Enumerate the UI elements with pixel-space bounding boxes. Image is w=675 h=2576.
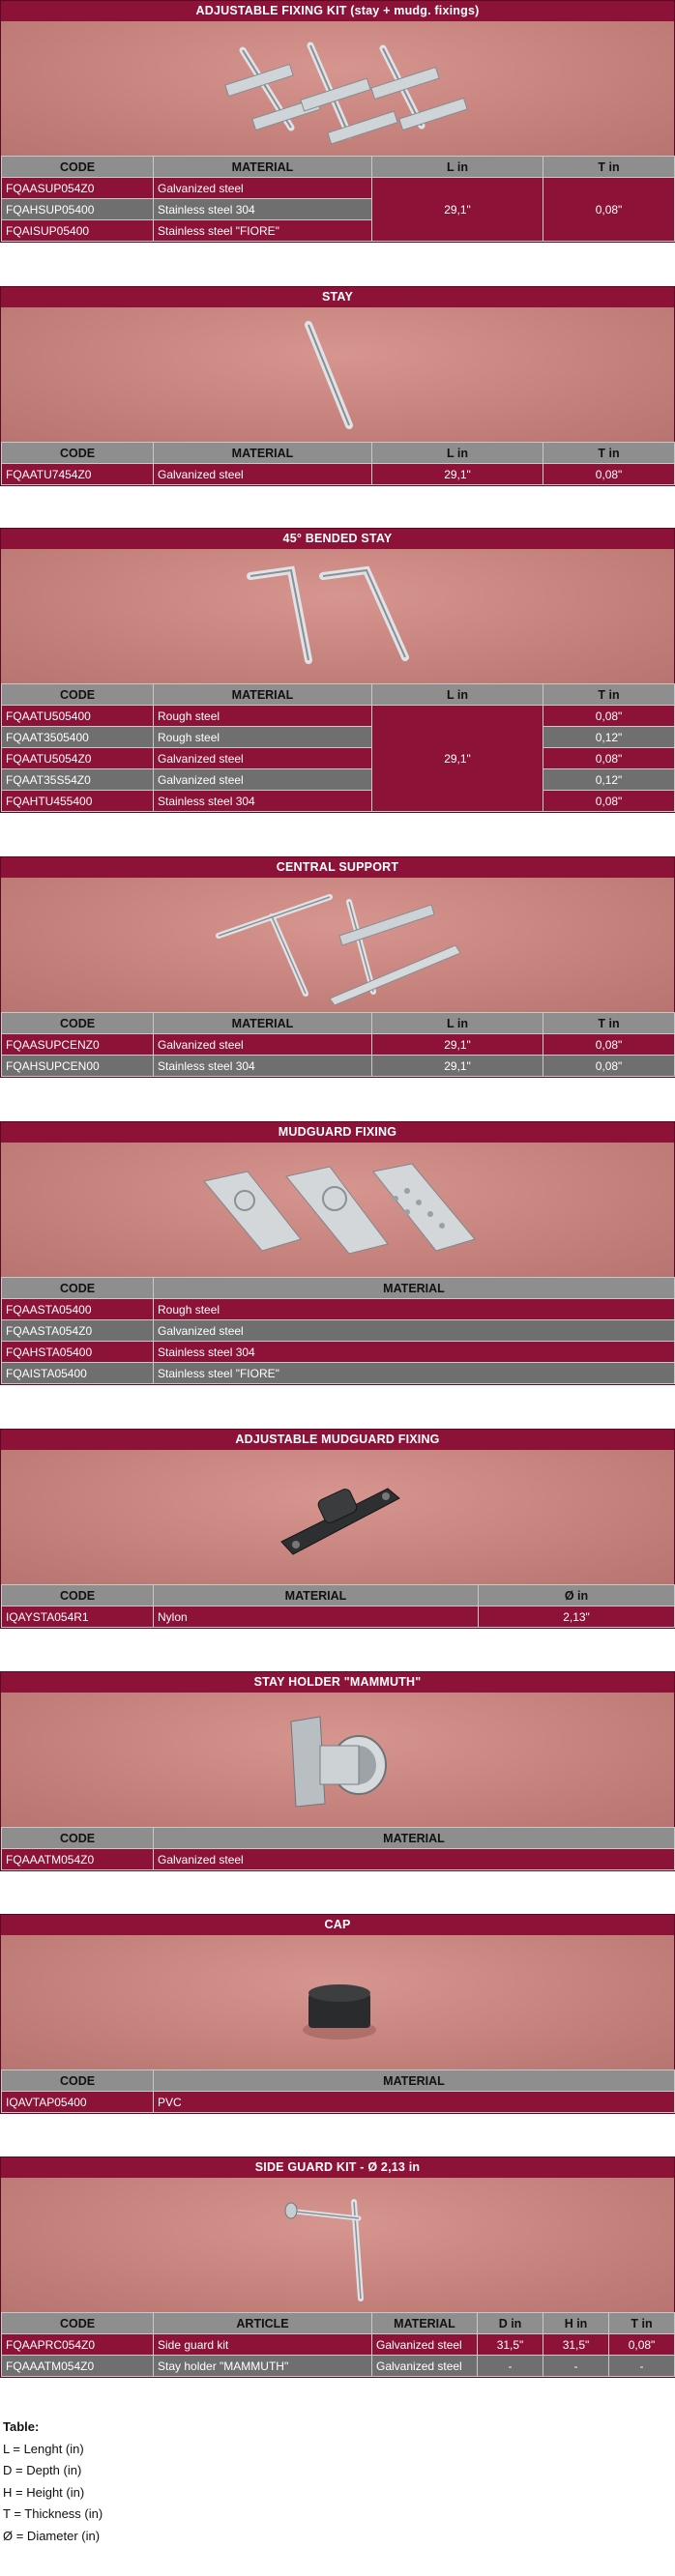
cell-length: 29,1": [372, 1034, 543, 1056]
cell-material: Stainless steel "FIORE": [154, 220, 372, 242]
col-header-code: CODE: [2, 1828, 154, 1849]
section-title: 45° BENDED STAY: [1, 529, 674, 549]
cell-material: Rough steel: [154, 1299, 675, 1320]
col-header-material: MATERIAL: [372, 2313, 478, 2334]
table-row: [2, 178, 675, 199]
section-adjustable-fixing-kit: [0, 0, 675, 243]
cell-thickness: 0,12": [543, 769, 675, 791]
cell-code: FQAHSUPCEN00: [2, 1056, 154, 1077]
col-header-material: MATERIAL: [154, 684, 372, 706]
table-row: [2, 791, 675, 812]
product-image-side-guard-kit: [1, 2178, 674, 2312]
product-image-stay-holder: [1, 1693, 674, 1827]
cell-code: FQAATU505400: [2, 706, 154, 727]
product-table: [1, 2069, 675, 2113]
col-header-length: L in: [372, 443, 543, 464]
cell-code: FQAAT3505400: [2, 727, 154, 748]
cell-thickness: 0,08": [543, 178, 675, 242]
legend-item: D = Depth (in): [3, 2463, 82, 2477]
product-image-bended-stay: [1, 549, 674, 683]
cell-material: Rough steel: [154, 706, 372, 727]
cell-material: Galvanized steel: [154, 1320, 675, 1342]
col-header-thickness: T in: [543, 684, 675, 706]
section-cap: [0, 1914, 675, 2114]
cell-thickness: 0,08": [543, 1034, 675, 1056]
section-side-guard-kit: [0, 2156, 675, 2378]
cell-material: Galvanized steel: [154, 178, 372, 199]
cell-length: 29,1": [372, 706, 543, 812]
col-header-material: MATERIAL: [154, 2070, 675, 2092]
table-row: [2, 1342, 675, 1363]
table-row: [2, 1849, 675, 1870]
col-header-material: MATERIAL: [154, 1585, 479, 1606]
cell-code: FQAATU5054Z0: [2, 748, 154, 769]
cell-material: Galvanized steel: [372, 2334, 478, 2356]
table-row: [2, 706, 675, 727]
product-image-cap: [1, 1935, 674, 2069]
col-header-material: MATERIAL: [154, 157, 372, 178]
cell-material: Galvanized steel: [372, 2356, 478, 2377]
col-header-depth: D in: [478, 2313, 543, 2334]
col-header-material: MATERIAL: [154, 443, 372, 464]
cell-depth: 31,5": [478, 2334, 543, 2356]
cell-material: PVC: [154, 2092, 675, 2113]
cell-material: Galvanized steel: [154, 1034, 372, 1056]
col-header-length: L in: [372, 1013, 543, 1034]
section-adjustable-mudguard-fixing: [0, 1429, 675, 1629]
cell-material: Stainless steel "FIORE": [154, 1363, 675, 1384]
product-table: [1, 156, 675, 242]
cell-code: FQAHTU455400: [2, 791, 154, 812]
section-title: ADJUSTABLE FIXING KIT (stay + mudg. fixings): [1, 1, 674, 21]
table-row: [2, 1299, 675, 1320]
table-row: [2, 769, 675, 791]
cell-code: IQAYSTA054R1: [2, 1606, 154, 1628]
product-table: [1, 1277, 675, 1384]
legend-item: Ø = Diameter (in): [3, 2528, 101, 2543]
cell-code: FQAASTA054Z0: [2, 1320, 154, 1342]
cell-article: Side guard kit: [154, 2334, 372, 2356]
section-mudguard-fixing: [0, 1121, 675, 1385]
table-row: [2, 1034, 675, 1056]
section-title: MUDGUARD FIXING: [1, 1122, 674, 1143]
product-image-adjustable-mudguard-fixing: [1, 1450, 674, 1584]
cell-thickness: 0,08": [543, 791, 675, 812]
cell-thickness: 0,08": [609, 2334, 675, 2356]
cell-material: Galvanized steel: [154, 748, 372, 769]
col-header-code: CODE: [2, 1013, 154, 1034]
product-table: [1, 1827, 675, 1870]
cell-thickness: 0,08": [543, 464, 675, 485]
table-row: [2, 2356, 675, 2377]
col-header-material: MATERIAL: [154, 1013, 372, 1034]
cell-code: FQAAATM054Z0: [2, 2356, 154, 2377]
product-table: [1, 2312, 675, 2377]
cell-code: FQAAATM054Z0: [2, 1849, 154, 1870]
cell-thickness: 0,08": [543, 748, 675, 769]
col-header-code: CODE: [2, 1278, 154, 1299]
table-row: [2, 1320, 675, 1342]
cell-code: FQAASUP054Z0: [2, 178, 154, 199]
cell-material: Stainless steel 304: [154, 199, 372, 220]
cell-material: Galvanized steel: [154, 769, 372, 791]
cell-length: 29,1": [372, 178, 543, 242]
cell-code: IQAVTAP05400: [2, 2092, 154, 2113]
cell-code: FQAISTA05400: [2, 1363, 154, 1384]
legend-item: H = Height (in): [3, 2484, 85, 2500]
product-image-central-support: [1, 878, 674, 1012]
product-image-fixing-kit: [1, 21, 674, 156]
col-header-code: CODE: [2, 157, 154, 178]
product-image-stay: [1, 307, 674, 442]
cell-code: FQAATU7454Z0: [2, 464, 154, 485]
cell-length: 29,1": [372, 1056, 543, 1077]
cell-material: Galvanized steel: [154, 464, 372, 485]
col-header-code: CODE: [2, 443, 154, 464]
cell-material: Galvanized steel: [154, 1849, 675, 1870]
table-row: [2, 748, 675, 769]
col-header-code: CODE: [2, 1585, 154, 1606]
col-header-height: H in: [543, 2313, 609, 2334]
table-row: [2, 1056, 675, 1077]
cell-thickness: 0,12": [543, 727, 675, 748]
cell-material: Stainless steel 304: [154, 1342, 675, 1363]
section-title: ADJUSTABLE MUDGUARD FIXING: [1, 1430, 674, 1450]
cell-code: FQAAPRC054Z0: [2, 2334, 154, 2356]
col-header-diameter: Ø in: [479, 1585, 675, 1606]
cell-height: -: [543, 2356, 609, 2377]
cell-code: FQAAT35S54Z0: [2, 769, 154, 791]
table-row: [2, 464, 675, 485]
table-row: [2, 727, 675, 748]
section-title: CAP: [1, 1915, 674, 1935]
legend-title: Table:: [3, 2419, 40, 2434]
col-header-thickness: T in: [543, 1013, 675, 1034]
cell-diameter: 2,13": [479, 1606, 675, 1628]
product-image-mudguard-fixing: [1, 1143, 674, 1277]
table-row: [2, 1363, 675, 1384]
section-stay-holder-mammuth: [0, 1671, 675, 1871]
section-stay: [0, 286, 675, 486]
cell-thickness: 0,08": [543, 1056, 675, 1077]
cell-article: Stay holder "MAMMUTH": [154, 2356, 372, 2377]
col-header-thickness: T in: [543, 157, 675, 178]
cell-height: 31,5": [543, 2334, 609, 2356]
col-header-article: ARTICLE: [154, 2313, 372, 2334]
section-title: STAY HOLDER "MAMMUTH": [1, 1672, 674, 1693]
col-header-code: CODE: [2, 2070, 154, 2092]
section-title: CENTRAL SUPPORT: [1, 857, 674, 878]
table-row: [2, 2092, 675, 2113]
legend-item: L = Lenght (in): [3, 2441, 84, 2456]
section-central-support: [0, 856, 675, 1078]
cell-code: FQAASTA05400: [2, 1299, 154, 1320]
section-bended-stay: [0, 528, 675, 813]
col-header-code: CODE: [2, 2313, 154, 2334]
table-row: [2, 1606, 675, 1628]
cell-thickness: -: [609, 2356, 675, 2377]
product-table: [1, 683, 675, 812]
table-row: [2, 2334, 675, 2356]
col-header-material: MATERIAL: [154, 1278, 675, 1299]
col-header-material: MATERIAL: [154, 1828, 675, 1849]
cell-material: Rough steel: [154, 727, 372, 748]
cell-material: Stainless steel 304: [154, 791, 372, 812]
cell-length: 29,1": [372, 464, 543, 485]
cell-thickness: 0,08": [543, 706, 675, 727]
legend-item: T = Thickness (in): [3, 2506, 103, 2521]
cell-code: FQAHSTA05400: [2, 1342, 154, 1363]
cell-code: FQAHSUP05400: [2, 199, 154, 220]
col-header-thickness: T in: [609, 2313, 675, 2334]
col-header-length: L in: [372, 684, 543, 706]
product-table: [1, 1584, 675, 1628]
col-header-thickness: T in: [543, 443, 675, 464]
legend: [3, 2417, 103, 2547]
col-header-length: L in: [372, 157, 543, 178]
product-table: [1, 1012, 675, 1077]
cell-material: Stainless steel 304: [154, 1056, 372, 1077]
cell-code: FQAISUP05400: [2, 220, 154, 242]
cell-depth: -: [478, 2356, 543, 2377]
cell-code: FQAASUPCENZ0: [2, 1034, 154, 1056]
product-table: [1, 442, 675, 485]
col-header-code: CODE: [2, 684, 154, 706]
section-title: STAY: [1, 287, 674, 307]
section-title: SIDE GUARD KIT - Ø 2,13 in: [1, 2157, 674, 2178]
cell-material: Nylon: [154, 1606, 479, 1628]
